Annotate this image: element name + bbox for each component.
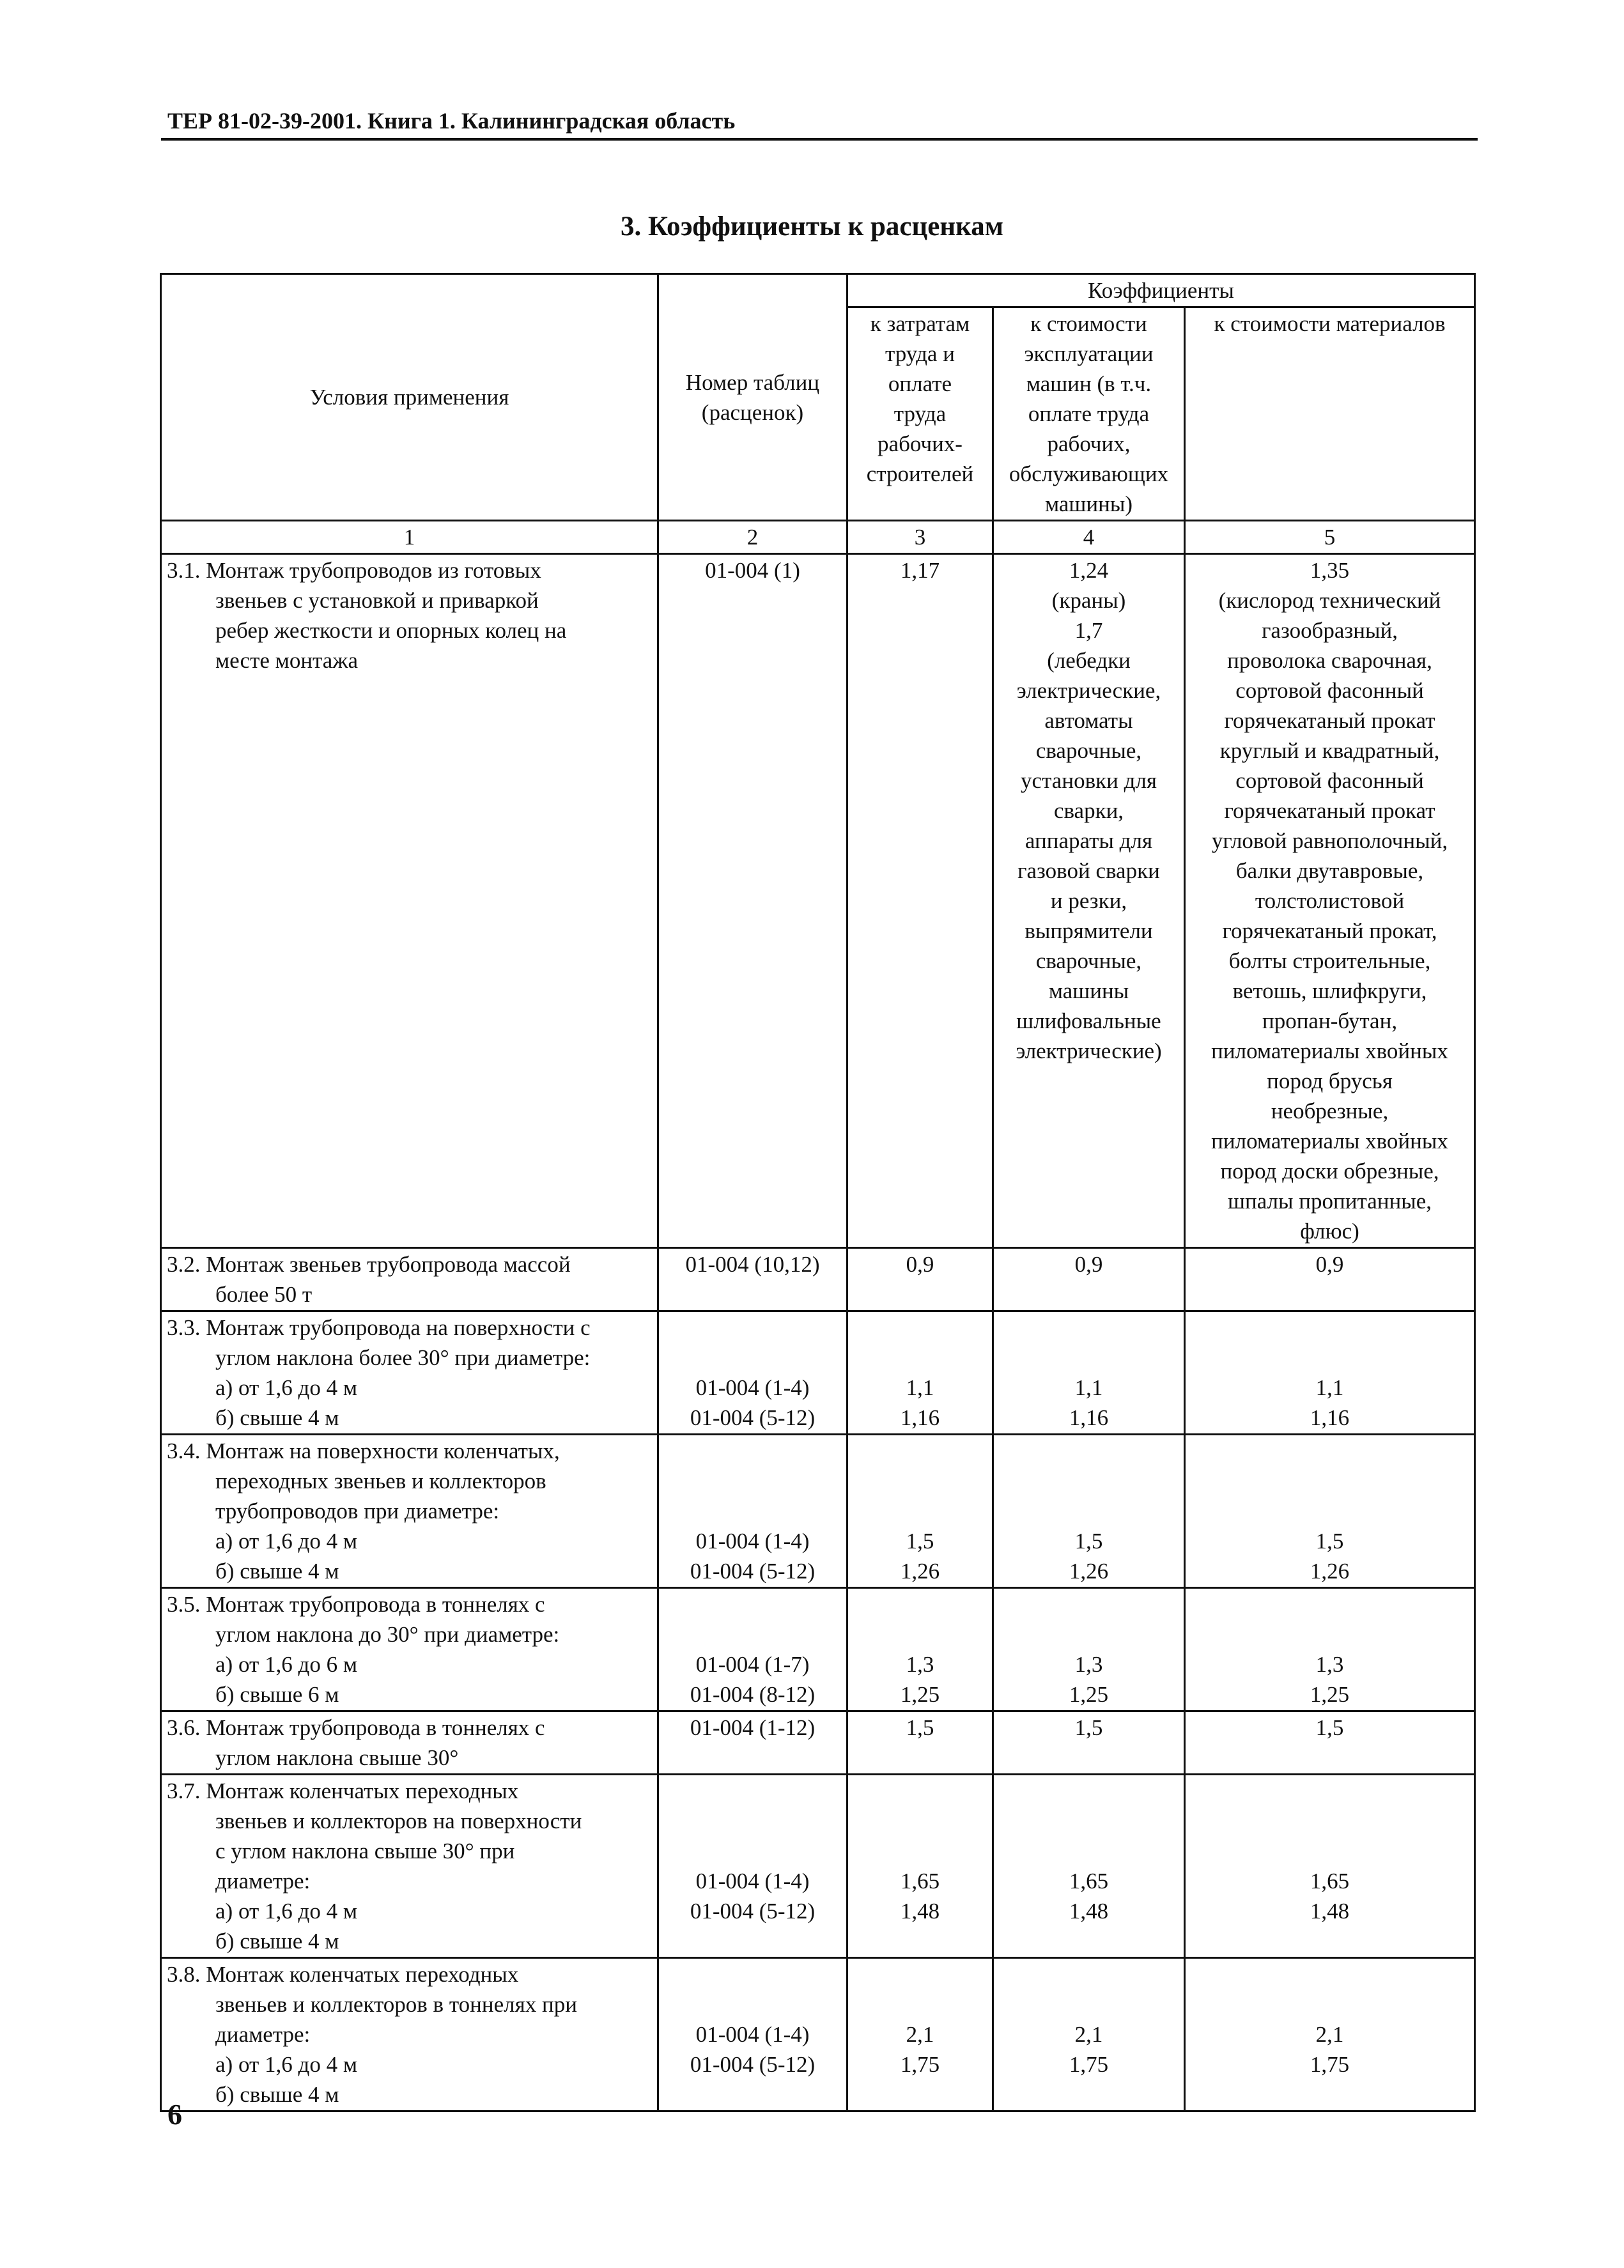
labor-value (853, 1343, 987, 1373)
table-row (161, 1248, 1475, 1311)
labor-value (853, 1776, 987, 1806)
labor-value: 1,5 (906, 1529, 934, 1554)
page-title: 3. Коэффициенты к расценкам (620, 212, 1004, 242)
col-number-2: 2 (658, 521, 847, 554)
table-value: 01-004 (10,12) (685, 1252, 820, 1277)
header-rule (161, 138, 1478, 141)
materials-value: пород брусья (1267, 1068, 1393, 1093)
header-machines (993, 307, 1185, 521)
condition-line: диаметре: (215, 1869, 311, 1894)
table-value: 01-004 (1-4) (695, 1869, 810, 1894)
table-value: 01-004 (8-12) (690, 1682, 816, 1707)
condition-cell (161, 1775, 658, 1958)
table-value (664, 1959, 841, 1989)
condition-line: звеньев и коллекторов в тоннелях при (215, 1992, 577, 2017)
labor-cell (847, 1311, 993, 1435)
machines-value: электрические, (1016, 678, 1161, 703)
labor-cell (847, 1588, 993, 1711)
table-cell (658, 1435, 847, 1588)
labor-value (853, 1496, 987, 1526)
table-value (664, 1926, 841, 1956)
condition-cell (161, 1435, 658, 1588)
condition-line: а) от 1,6 до 4 м (215, 1899, 357, 1924)
coefficients-table (160, 273, 1476, 2112)
table-value (664, 1436, 841, 1466)
machines-value (999, 1989, 1179, 2019)
condition-line: переходных звеньев и коллекторов (215, 1469, 546, 1493)
labor-cell (847, 1711, 993, 1775)
header-table-number (658, 274, 847, 521)
condition-line: трубопроводов при диаметре: (215, 1499, 500, 1524)
table-row (161, 1958, 1475, 2111)
table-row (161, 1435, 1475, 1588)
materials-value: круглый и квадратный, (1219, 738, 1440, 763)
table-cell (658, 1958, 847, 2111)
machines-value: (краны) (1051, 588, 1126, 613)
header-line: оплате (888, 371, 952, 396)
header-line: рабочих, (1047, 431, 1131, 456)
table-value: 01-004 (1-12) (690, 1715, 816, 1740)
machines-value: установки для (1021, 768, 1157, 793)
table-row (161, 1588, 1475, 1711)
materials-value: 1,65 (1310, 1869, 1350, 1894)
machines-value: 1,75 (1069, 2052, 1109, 2077)
machines-value: машины (1048, 978, 1129, 1003)
materials-value: 2,1 (1315, 2022, 1344, 2047)
condition-line: месте монтажа (215, 648, 359, 673)
labor-value (853, 1466, 987, 1496)
materials-value (1191, 1806, 1469, 1836)
table-value (664, 1619, 841, 1649)
materials-value: 1,35 (1310, 558, 1350, 583)
materials-cell (1185, 1588, 1475, 1711)
materials-cell (1185, 1958, 1475, 2111)
materials-value (1191, 1836, 1469, 1866)
machines-value: 1,25 (1069, 1682, 1109, 1707)
labor-cell (847, 1248, 993, 1311)
labor-value (853, 2079, 987, 2110)
header-line: к стоимости (1030, 311, 1147, 336)
materials-value: пропан-бутан, (1262, 1008, 1398, 1033)
condition-line: ребер жесткости и опорных колец на (215, 618, 567, 643)
labor-value (853, 1313, 987, 1343)
machines-value: сварочные, (1035, 948, 1142, 973)
table-body (161, 554, 1475, 2111)
labor-value: 1,3 (906, 1652, 934, 1677)
condition-line: звеньев и коллекторов на поверхности (215, 1809, 582, 1833)
condition-line: звеньев с установкой и приваркой (215, 588, 539, 613)
machines-cell (993, 1775, 1185, 1958)
table-value (664, 1466, 841, 1496)
machines-value (999, 1926, 1179, 1956)
materials-value: (кислород технический (1218, 588, 1441, 613)
machines-cell (993, 1711, 1185, 1775)
materials-value: болты строительные, (1228, 948, 1431, 973)
condition-line: с углом наклона свыше 30° при (215, 1839, 515, 1863)
table-value (664, 1313, 841, 1343)
col-number-5: 5 (1185, 521, 1475, 554)
materials-value: пиломатериалы хвойных (1211, 1129, 1448, 1153)
materials-value: 1,75 (1310, 2052, 1350, 2077)
table-value: 01-004 (5-12) (690, 2052, 816, 2077)
machines-value (999, 1313, 1179, 1343)
materials-value: горячекатаный прокат, (1222, 918, 1437, 943)
machines-value: 1,5 (1074, 1529, 1103, 1554)
materials-value: сортовой фасонный (1235, 678, 1424, 703)
col-number-4: 4 (993, 521, 1185, 554)
materials-cell (1185, 1711, 1475, 1775)
header-line: к стоимости материалов (1214, 311, 1446, 336)
machines-value: 1,24 (1069, 558, 1109, 583)
machines-value: 1,1 (1074, 1375, 1103, 1400)
materials-value: флюс) (1300, 1219, 1359, 1244)
materials-value: сортовой фасонный (1235, 768, 1424, 793)
machines-value: (лебедки (1047, 648, 1131, 673)
table-row (161, 1311, 1475, 1435)
condition-line: б) свыше 4 м (215, 2082, 339, 2107)
header-labor (847, 307, 993, 521)
condition-line: 3.8. Монтаж коленчатых переходных (167, 1962, 519, 1987)
condition-line: углом наклона свыше 30° (215, 1745, 459, 1770)
table-value (664, 1776, 841, 1806)
materials-value (1191, 1776, 1469, 1806)
machines-value (999, 1343, 1179, 1373)
table-row (161, 554, 1475, 1248)
materials-value: 1,25 (1310, 1682, 1350, 1707)
labor-value (853, 1959, 987, 1989)
labor-value: 1,16 (900, 1405, 940, 1430)
materials-value: необрезные, (1271, 1099, 1389, 1123)
condition-line: более 50 т (215, 1282, 313, 1307)
condition-line: б) свыше 4 м (215, 1929, 339, 1954)
labor-value: 1,25 (900, 1682, 940, 1707)
labor-value: 1,5 (906, 1715, 934, 1740)
materials-cell (1185, 554, 1475, 1248)
labor-cell (847, 1775, 993, 1958)
machines-value: 2,1 (1074, 2022, 1103, 2047)
machines-value: газовой сварки (1017, 858, 1160, 883)
condition-line: а) от 1,6 до 6 м (215, 1652, 357, 1677)
materials-cell (1185, 1775, 1475, 1958)
table-value: 01-004 (1-4) (695, 1529, 810, 1554)
table-cell (658, 1711, 847, 1775)
table-value (664, 1836, 841, 1866)
machines-value: выпрямители (1025, 918, 1153, 943)
table-value (664, 1589, 841, 1619)
condition-line: 3.5. Монтаж трубопровода в тоннелях с (167, 1592, 545, 1617)
header-line: машины) (1044, 491, 1133, 516)
header-line: оплате труда (1028, 401, 1150, 426)
labor-value: 1,48 (900, 1899, 940, 1924)
machines-cell (993, 554, 1185, 1248)
labor-value (853, 1589, 987, 1619)
header-line: (расценок) (701, 399, 804, 425)
condition-line: 3.2. Монтаж звеньев трубопровода массой (167, 1252, 571, 1277)
condition-line: 3.4. Монтаж на поверхности коленчатых, (167, 1439, 560, 1463)
machines-cell (993, 1311, 1185, 1435)
table-value (664, 1496, 841, 1526)
labor-value (853, 1836, 987, 1866)
condition-cell (161, 1248, 658, 1311)
machines-value (999, 1959, 1179, 1989)
labor-value: 0,9 (906, 1252, 934, 1277)
materials-value (1191, 1343, 1469, 1373)
machines-value (999, 1776, 1179, 1806)
condition-line: 3.6. Монтаж трубопровода в тоннелях с (167, 1715, 545, 1740)
table-cell (658, 1775, 847, 1958)
labor-value: 1,65 (900, 1869, 940, 1894)
machines-cell (993, 1588, 1185, 1711)
table-row (161, 1711, 1475, 1775)
machines-value: 0,9 (1074, 1252, 1103, 1277)
materials-value: 1,5 (1315, 1529, 1344, 1554)
header-line: к затратам (870, 311, 970, 336)
condition-cell (161, 1711, 658, 1775)
labor-value (853, 1806, 987, 1836)
labor-value (853, 1926, 987, 1956)
machines-value (999, 1496, 1179, 1526)
materials-value: балки двутавровые, (1235, 858, 1424, 883)
materials-value: 1,16 (1310, 1405, 1350, 1430)
table-value (664, 1989, 841, 2019)
table-cell (658, 554, 847, 1248)
header-conditions: Условия применения (161, 274, 658, 521)
table-value: 01-004 (1) (705, 558, 800, 583)
condition-line: 3.7. Монтаж коленчатых переходных (167, 1778, 519, 1803)
table-value: 01-004 (1-4) (695, 1375, 810, 1400)
header-line: машин (в т.ч. (1026, 371, 1152, 396)
machines-value (999, 1589, 1179, 1619)
labor-cell (847, 554, 993, 1248)
condition-line: углом наклона более 30° при диаметре: (215, 1345, 591, 1370)
labor-value: 2,1 (906, 2022, 934, 2047)
materials-value: пород доски обрезные, (1220, 1159, 1439, 1184)
table-cell (658, 1311, 847, 1435)
materials-value (1191, 1959, 1469, 1989)
header-line: эксплуатации (1024, 341, 1154, 366)
materials-value (1191, 1619, 1469, 1649)
labor-value (853, 1619, 987, 1649)
machines-value: электрические) (1016, 1038, 1162, 1063)
machines-value: и резки, (1050, 888, 1127, 913)
header-title: ТЕР 81-02-39-2001. Книга 1. Калининградская область (167, 108, 736, 134)
labor-value: 1,26 (900, 1559, 940, 1584)
labor-value (853, 1989, 987, 2019)
materials-value: 1,3 (1315, 1652, 1344, 1677)
machines-value (999, 1436, 1179, 1466)
condition-line: б) свыше 6 м (215, 1682, 339, 1707)
materials-value (1191, 1926, 1469, 1956)
materials-value (1191, 1466, 1469, 1496)
materials-value: угловой равнополочный, (1211, 828, 1448, 853)
materials-value (1191, 1989, 1469, 2019)
machines-cell (993, 1958, 1185, 2111)
materials-value: горячекатаный прокат (1224, 708, 1435, 733)
materials-value: горячекатаный прокат (1224, 798, 1435, 823)
materials-value: ветошь, шлифкруги, (1232, 978, 1427, 1003)
machines-value: 1,65 (1069, 1869, 1109, 1894)
table-row (161, 1775, 1475, 1958)
labor-value (853, 1436, 987, 1466)
labor-value: 1,1 (906, 1375, 934, 1400)
materials-value: проволока сварочная, (1227, 648, 1432, 673)
materials-value (1191, 1589, 1469, 1619)
machines-value: аппараты для (1025, 828, 1153, 853)
machines-cell (993, 1435, 1185, 1588)
materials-cell (1185, 1435, 1475, 1588)
materials-cell (1185, 1248, 1475, 1311)
machines-value: сварки, (1053, 798, 1124, 823)
materials-value: 1,26 (1310, 1559, 1350, 1584)
header-materials (1185, 307, 1475, 521)
table-value (664, 2079, 841, 2110)
condition-cell (161, 554, 658, 1248)
materials-value: 1,5 (1315, 1715, 1344, 1740)
table-value (664, 1343, 841, 1373)
labor-cell (847, 1958, 993, 2111)
condition-cell (161, 1588, 658, 1711)
col-number-1: 1 (161, 521, 658, 554)
materials-value (1191, 2079, 1469, 2110)
header-line: Номер таблиц (685, 369, 820, 395)
machines-value: сварочные, (1035, 738, 1142, 763)
condition-line: б) свыше 4 м (215, 1559, 339, 1584)
machines-value (999, 2079, 1179, 2110)
table-value: 01-004 (1-7) (695, 1652, 810, 1677)
machines-value (999, 1466, 1179, 1496)
condition-cell (161, 1311, 658, 1435)
machines-value: 1,48 (1069, 1899, 1109, 1924)
condition-cell (161, 1958, 658, 2111)
machines-value (999, 1806, 1179, 1836)
materials-value: 1,1 (1315, 1375, 1344, 1400)
header-line: труда (893, 401, 947, 426)
machines-value: автоматы (1044, 708, 1133, 733)
page-number: 6 (167, 2098, 182, 2131)
col-number-3: 3 (847, 521, 993, 554)
column-numbers-row (161, 521, 1475, 554)
header-coefficients: Коэффициенты (847, 274, 1475, 307)
table-cell (658, 1248, 847, 1311)
machines-value: шлифовальные (1016, 1008, 1161, 1033)
machines-value (999, 1619, 1179, 1649)
condition-line: углом наклона до 30° при диаметре: (215, 1622, 560, 1647)
materials-value: шпалы пропитанные, (1228, 1189, 1432, 1214)
condition-line: б) свыше 4 м (215, 1405, 339, 1430)
materials-value: 0,9 (1315, 1252, 1344, 1277)
labor-value: 1,75 (900, 2052, 940, 2077)
machines-value: 1,7 (1074, 618, 1103, 643)
condition-line: диаметре: (215, 2022, 311, 2047)
condition-line: 3.3. Монтаж трубопровода на поверхности с (167, 1315, 591, 1340)
machines-value: 1,3 (1074, 1652, 1103, 1677)
materials-value: 1,48 (1310, 1899, 1350, 1924)
table-value: 01-004 (5-12) (690, 1899, 816, 1924)
header-line: рабочих- (878, 431, 963, 456)
table-value: 01-004 (5-12) (690, 1559, 816, 1584)
labor-value: 1,17 (900, 558, 940, 583)
materials-cell (1185, 1311, 1475, 1435)
table-cell (658, 1588, 847, 1711)
header-line: труда и (885, 341, 955, 366)
condition-line: а) от 1,6 до 4 м (215, 2052, 357, 2077)
materials-value: толстолистовой (1255, 888, 1405, 913)
table-value: 01-004 (1-4) (695, 2022, 810, 2047)
materials-value (1191, 1436, 1469, 1466)
condition-line: а) от 1,6 до 4 м (215, 1529, 357, 1554)
table-value: 01-004 (5-12) (690, 1405, 816, 1430)
condition-line: 3.1. Монтаж трубопроводов из готовых (167, 558, 541, 583)
machines-value (999, 1836, 1179, 1866)
condition-line: а) от 1,6 до 4 м (215, 1375, 357, 1400)
materials-value (1191, 1313, 1469, 1343)
materials-value: пиломатериалы хвойных (1211, 1038, 1448, 1063)
materials-value: газообразный, (1262, 618, 1398, 643)
materials-value (1191, 1496, 1469, 1526)
machines-value: 1,26 (1069, 1559, 1109, 1584)
machines-cell (993, 1248, 1185, 1311)
table-value (664, 1806, 841, 1836)
labor-cell (847, 1435, 993, 1588)
machines-value: 1,5 (1074, 1715, 1103, 1740)
header-line: строителей (866, 461, 974, 486)
header-line: обслуживающих (1009, 461, 1169, 486)
machines-value: 1,16 (1069, 1405, 1109, 1430)
